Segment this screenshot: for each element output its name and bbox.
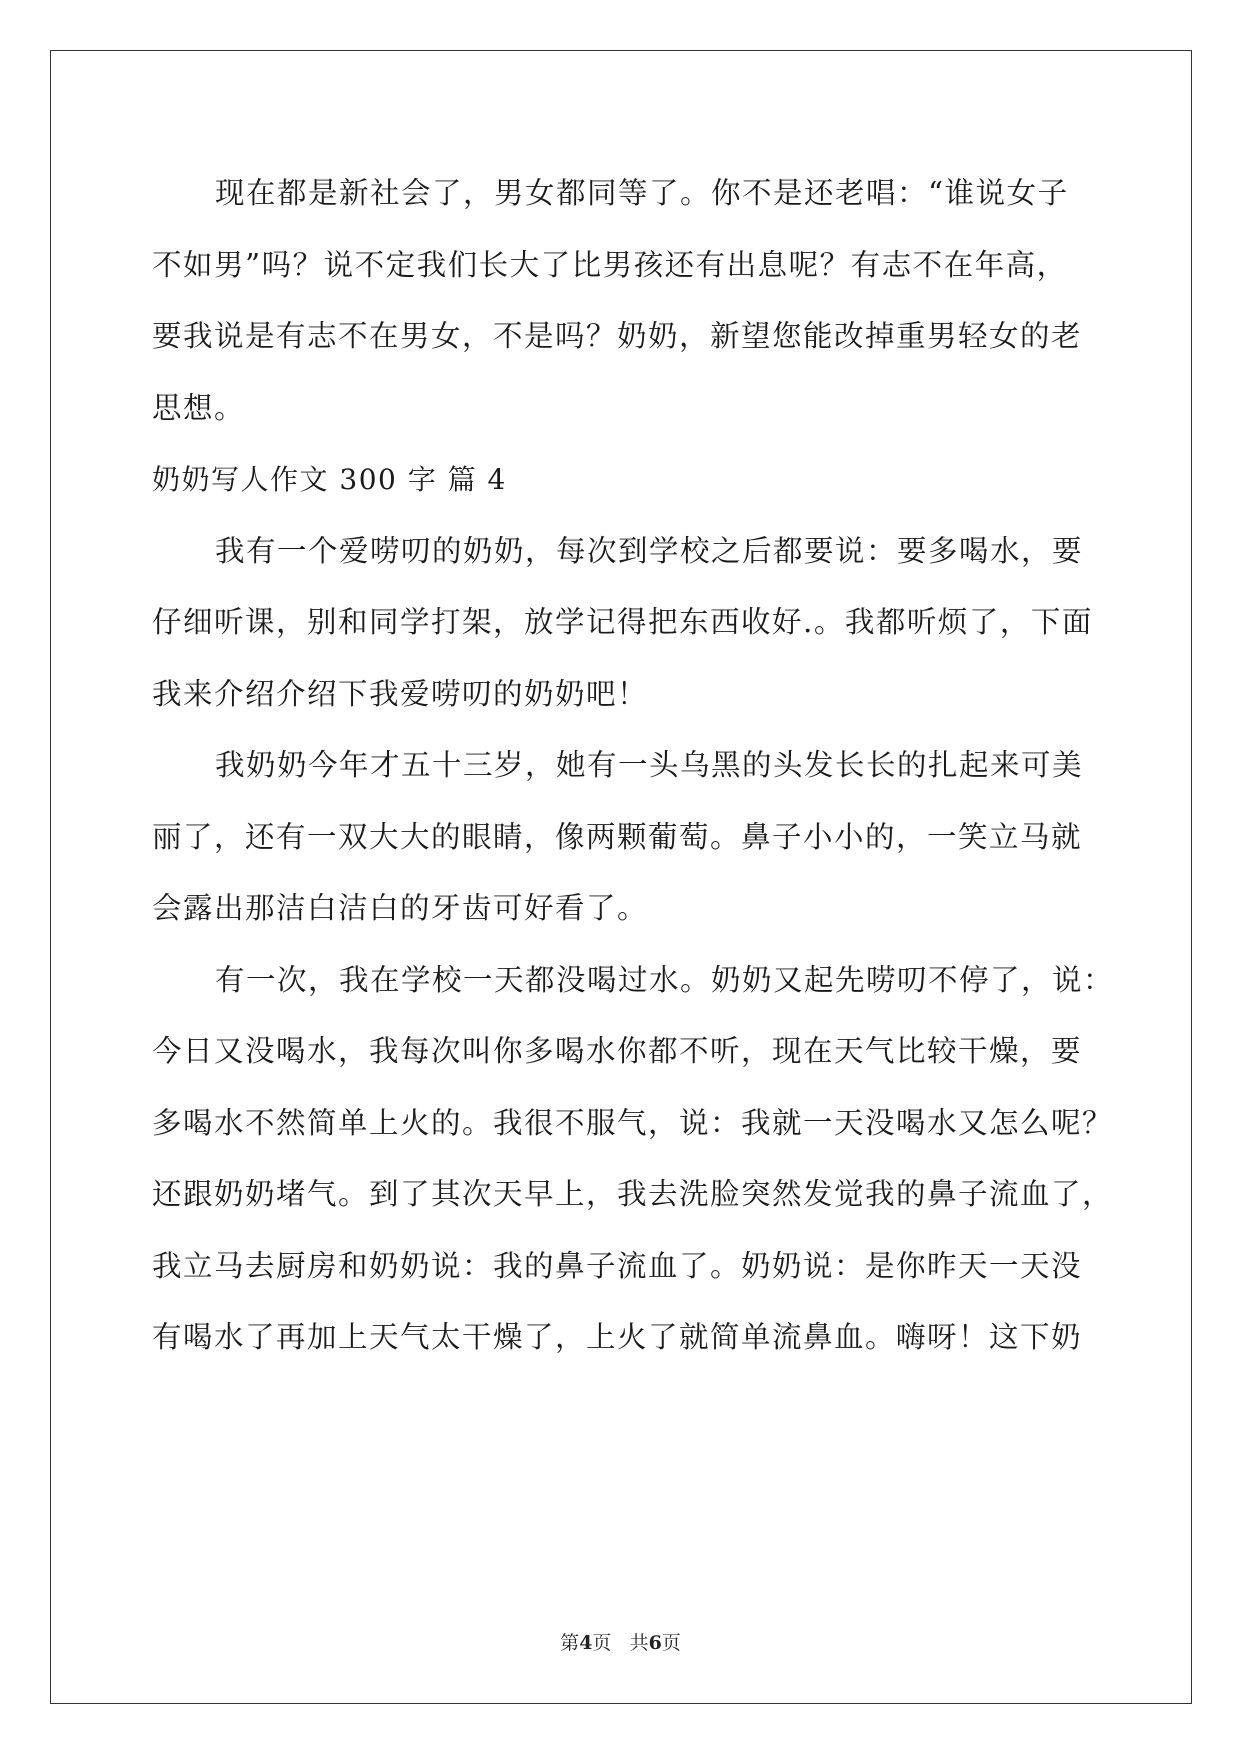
paragraph-line: 有喝水了再加上天气太干燥了，上火了就简单流鼻血。嗨呀！这下奶 xyxy=(152,1320,1083,1354)
document-body xyxy=(152,158,1115,1374)
paragraph-line: 我来介绍介绍下我爱唠叨的奶奶吧！ xyxy=(152,676,649,711)
paragraph-line: 我立马去厨房和奶奶说：我的鼻子流血了。奶奶说：是你昨天一天没 xyxy=(152,1248,1083,1283)
paragraph-line: 思想。 xyxy=(152,390,246,425)
page-footer xyxy=(0,1628,1241,1655)
paragraph-line: 今日又没喝水，我每次叫你多喝水你都不听，现在天气比较干燥，要 xyxy=(152,1034,1083,1068)
paragraph-line: 不如男”吗？说不定我们长大了比男孩还有出息呢？有志不在年高， xyxy=(152,247,1068,282)
paragraph-line: 多喝水不然简单上火的。我很不服气，说：我就一天没喝水又怎么呢？ xyxy=(152,1105,1114,1140)
page-suffix: 页 xyxy=(592,1632,612,1654)
section-heading: 奶奶写人作文 300 字 篇 4 xyxy=(152,463,507,496)
paragraph-line: 会露出那洁白洁白的牙齿可好看了。 xyxy=(152,891,649,925)
paragraph-line: 仔细听课，别和同学打架，放学记得把东西收好.。我都听烦了，下面 xyxy=(152,605,1093,639)
paragraph-line: 我奶奶今年才五十三岁，她有一头乌黑的头发长长的扎起来可美 xyxy=(215,748,1084,782)
total-suffix: 页 xyxy=(661,1632,681,1654)
paragraph-line: 丽了，还有一双大大的眼睛，像两颗葡萄。鼻子小小的，一笑立马就 xyxy=(152,819,1083,854)
page-prefix: 第 xyxy=(560,1632,580,1654)
page-number: 4 xyxy=(579,1632,593,1654)
paragraph-line: 有一次，我在学校一天都没喝过水。奶奶又起先唠叨不停了，说： xyxy=(215,962,1115,997)
total-pages: 6 xyxy=(648,1632,662,1654)
total-prefix: 共 xyxy=(629,1632,649,1654)
paragraph-line: 我有一个爱唠叨的奶奶，每次到学校之后都要说：要多喝水，要 xyxy=(215,533,1084,568)
paragraph-line: 还跟奶奶堵气。到了其次天早上，我去洗脸突然发觉我的鼻子流血了， xyxy=(152,1177,1114,1211)
paragraph-line: 现在都是新社会了，男女都同等了。你不是还老唱：“谁说女子 xyxy=(215,176,1069,210)
paragraph-line: 要我说是有志不在男女，不是吗？奶奶，新望您能改掉重男轻女的老 xyxy=(152,319,1083,353)
